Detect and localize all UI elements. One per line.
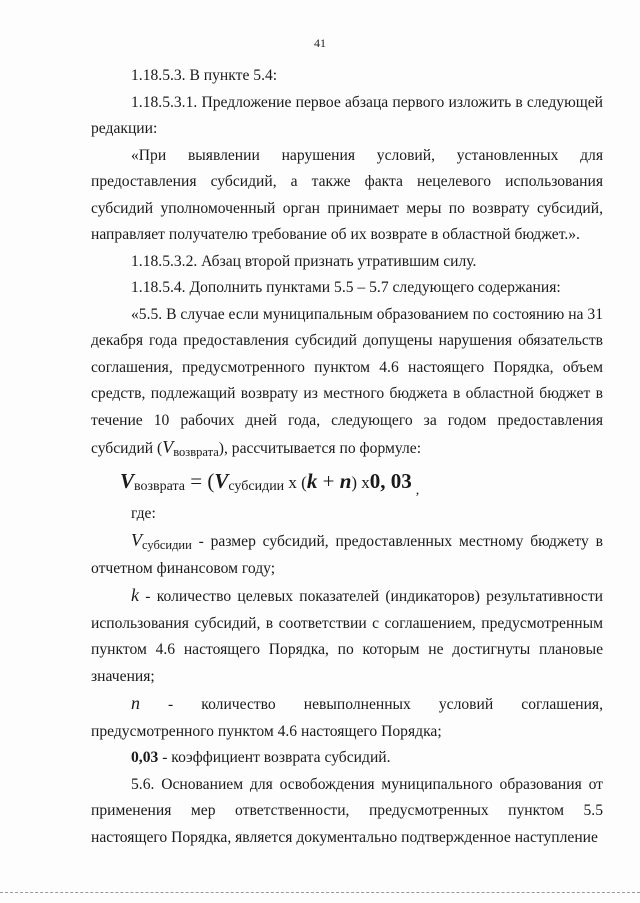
paragraph-3: «При выявлении нарушения условий, установленных для предоставления субсидий, а также факта нецелевого использования субсидий уполномоченный орган принимает меры по возврату субсидий, направляет получателю требование об их возврате в областной бюджет.». xyxy=(91,146,603,243)
n-var: n xyxy=(131,693,140,713)
paragraph-5: 1.18.5.4. Дополнить пунктами 5.5 – 5.7 следующего содержания: xyxy=(131,279,561,296)
v-return-sub: возврата xyxy=(173,445,219,459)
paragraph-12: 5.6. Основанием для освобождения муниципального образования от применения мер ответственности, предусмотренных пунктом 5.5 настоящего Порядка, является документально подтвержденное наступление xyxy=(91,775,603,846)
formula-n: n xyxy=(339,468,352,493)
document-body xyxy=(91,63,603,851)
coef-desc: - коэффициент возврата субсидий. xyxy=(158,749,391,766)
n-desc: - количество невыполненных условий соглашения, предусмотренного пунктом 4.6 настоящего Порядка; xyxy=(91,696,603,740)
paragraph-v-subsidy xyxy=(91,527,603,582)
k-desc: - количество целевых показателей (индикаторов) результативности использования субсидий, в соответствии с соглашением, предусмотренным пунктом 4.6 настоящего Порядка, по которым не достигнуты плановые значения; xyxy=(91,588,603,685)
paragraph-coef xyxy=(91,745,603,772)
paragraph-n xyxy=(91,690,603,745)
k-var: k xyxy=(131,585,139,605)
formula-times-1: х ( xyxy=(284,472,307,492)
coef-value: 0,03 xyxy=(131,749,159,766)
paragraph-6: «5.5. В случае если муниципальным образованием по состоянию на 31 декабря года предоставления субсидий допущены нарушения обязательств соглашения, предусмотренного пунктом 4.6 настоящего Порядка, объем средств, подлежащий возврату из местного бюджета в областной бюджет в течение 10 рабочих дней года, следующего за годом предоставления субсидий (Vвозврата), рассчитывается по формуле: xyxy=(91,305,603,459)
formula-lhs-sub: возврата xyxy=(134,478,186,494)
formula-trailing-comma: , xyxy=(415,482,420,498)
formula-lhs-var: V xyxy=(120,468,135,493)
paragraph-k xyxy=(91,582,603,690)
return-formula xyxy=(91,466,603,496)
paragraph-1: 1.18.5.3. В пункте 5.4: xyxy=(131,67,278,84)
paragraph-6-tail: , рассчитывается по формуле: xyxy=(223,440,422,457)
v-subsidy-var: V xyxy=(131,530,142,550)
formula-equals: = ( xyxy=(185,468,215,493)
paragraph-where: где: xyxy=(131,504,156,522)
v-subsidy-desc: - размер субсидий, предоставленных местному бюджету в отчетном финансовом году; xyxy=(91,533,603,577)
formula-coefficient: 0, 03 xyxy=(369,468,412,493)
formula-subsidy-var: V xyxy=(214,468,229,493)
formula-plus: + xyxy=(317,468,340,493)
paragraph-4: 1.18.5.3.2. Абзац второй признать утратившим силу. xyxy=(131,252,477,270)
paragraph-6-text: «5.5. В случае если муниципальным образованием по состоянию на 31 декабря года предоставления субсидий допущены нарушения обязательств соглашения, предусмотренного пунктом 4.6 настоящего Порядка, объем средств, подлежащий возврату из местного бюджета в областной бюджет в течение 10 рабочих дней года, следующего за годом предоставления субсидий xyxy=(91,305,603,457)
formula-close: ) х xyxy=(351,472,370,492)
v-return-var: V xyxy=(162,437,174,457)
scan-bottom-edge xyxy=(0,892,640,894)
formula-k: k xyxy=(306,468,318,493)
page-number: 41 xyxy=(314,36,326,50)
paragraph-2: 1.18.5.3.1. Предложение первое абзаца первого изложить в следующей редакции: xyxy=(91,93,603,137)
formula-subsidy-sub: субсидии xyxy=(228,478,285,494)
v-subsidy-sub: субсидии xyxy=(142,538,192,552)
